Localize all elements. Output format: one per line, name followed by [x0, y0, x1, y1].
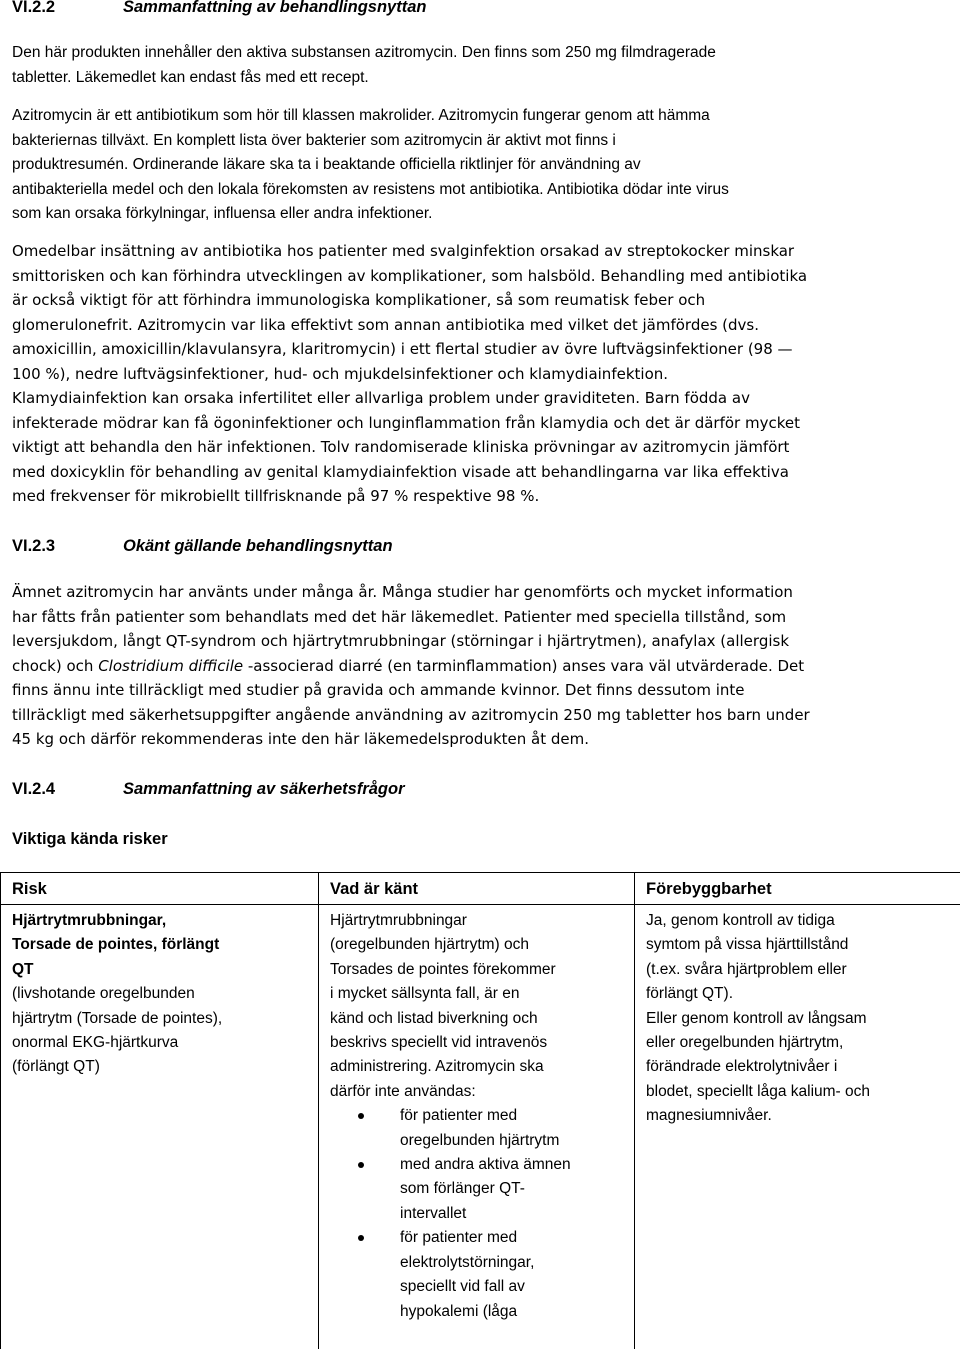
prevention-cell — [635, 905, 960, 1349]
text-line: som kan orsaka förkylningar, influensa eller andra infektioner. — [12, 202, 947, 227]
column-header: Vad är känt — [319, 873, 635, 905]
text-line: förändrade elektrolytnivåer i — [646, 1055, 949, 1079]
text-line: infekterade mödrar kan få ögoninfektioner och lunginflammation från klamydia och det är därför mycket — [12, 411, 947, 436]
text-line: förlängt QT). — [646, 982, 949, 1006]
text-line: som förlänger QT- — [400, 1177, 623, 1201]
text-line: med frekvenser för mikrobiellt tillfrisknande på 97 % respektive 98 %. — [12, 484, 947, 509]
text-line: (oregelbunden hjärtrytm) och — [330, 933, 623, 957]
risk-cell — [1, 905, 319, 1349]
risk-name-line: Hjärtrytmrubbningar, — [12, 909, 307, 933]
known-cell — [319, 905, 635, 1349]
text-line: Torsades de pointes förekommer — [330, 958, 623, 982]
paragraph — [12, 104, 947, 227]
text-line: oregelbunden hjärtrytm — [400, 1129, 623, 1153]
text-line: produktresumén. Ordinerande läkare ska ta i beaktande officiella riktlinjer för användning av — [12, 153, 947, 178]
text-line: Hjärtrytmrubbningar — [330, 909, 623, 933]
text-run: chock) och — [12, 657, 98, 675]
section-title: Okänt gällande behandlingsnyttan — [123, 536, 393, 556]
list-item — [330, 1226, 623, 1324]
risk-desc-line: onormal EKG-hjärtkurva — [12, 1031, 307, 1055]
text-line: med doxicyklin för behandling av genital klamydiainfektion visade att behandlingarna var lika effektiva — [12, 460, 947, 485]
text-line: har fåtts från patienter som behandlats med det här läkemedlet. Patienter med speciella tillstånd, som — [12, 605, 947, 630]
text-line: i mycket sällsynta fall, är en — [330, 982, 623, 1006]
risk-desc-line: (livshotande oregelbunden — [12, 982, 307, 1006]
risk-name-line: Torsade de pointes, förlängt — [12, 933, 307, 957]
column-header: Risk — [1, 873, 319, 905]
text-line: eller oregelbunden hjärtrytm, — [646, 1031, 949, 1055]
list-item — [330, 1153, 623, 1226]
text-line: bakteriernas tillväxt. En komplett lista över bakterier som azitromycin är aktivt mot finns i — [12, 129, 947, 154]
text-line: leversjukdom, långt QT-syndrom och hjärtrytmrubbningar (störningar i hjärtrytmen), anafylax (allergisk — [12, 629, 947, 654]
text-line: (t.ex. svåra hjärtproblem eller — [646, 958, 949, 982]
text-line: blodet, speciellt låga kalium- och — [646, 1080, 949, 1104]
section-title: Sammanfattning av behandlingsnyttan — [123, 0, 426, 17]
text-line: beskrivs speciellt vid intravenös — [330, 1031, 623, 1055]
text-line: Den här produkten innehåller den aktiva substansen azitromycin. Den finns som 250 mg filmdragerade — [12, 41, 947, 66]
text-line: administrering. Azitromycin ska — [330, 1055, 623, 1079]
bullet-icon — [358, 1235, 364, 1241]
text-line: för patienter med — [400, 1226, 623, 1250]
text-line: Eller genom kontroll av långsam — [646, 1007, 949, 1031]
section-title: Sammanfattning av säkerhetsfrågor — [123, 779, 405, 799]
text-line: glomerulonefrit. Azitromycin var lika effektivt som annan antibiotika med vilket det jämfördes (dvs. — [12, 313, 947, 338]
text-line: hypokalemi (låga — [400, 1300, 623, 1324]
text-line: Ja, genom kontroll av tidiga — [646, 909, 949, 933]
section-number: VI.2.2 — [12, 0, 55, 17]
text-line: antibakteriella medel och den lokala förekomsten av resistens mot antibiotika. Antibiotika dödar inte virus — [12, 178, 947, 203]
text-line — [12, 654, 947, 679]
table-row — [1, 905, 960, 1349]
risk-desc-line: hjärtrytm (Torsade de pointes), — [12, 1007, 307, 1031]
paragraph — [12, 41, 947, 90]
text-line: magnesiumnivåer. — [646, 1104, 949, 1128]
text-line: elektrolytstörningar, — [400, 1251, 623, 1275]
section-number: VI.2.3 — [12, 536, 55, 556]
text-line: intervallet — [400, 1202, 623, 1226]
paragraph — [12, 239, 947, 509]
text-line: symtom på vissa hjärttillstånd — [646, 933, 949, 957]
text-line: 45 kg och därför rekommenderas inte den här läkemedelsprodukten åt dem. — [12, 727, 947, 752]
paragraph — [12, 580, 947, 752]
section-heading — [12, 779, 912, 799]
text-run: -associerad diarré (en tarminflammation) anses vara väl utvärderade. Det — [243, 657, 804, 675]
table-header-row — [1, 873, 960, 905]
bullet-icon — [358, 1113, 364, 1119]
text-line: Klamydiainfektion kan orsaka infertilitet eller allvarliga problem under graviditeten. Barn födda av — [12, 386, 947, 411]
text-line: Ämnet azitromycin har använts under många år. Många studier har genomförts och mycket information — [12, 580, 947, 605]
text-line: Omedelbar insättning av antibiotika hos patienter med svalginfektion orsakad av streptokocker minskar — [12, 239, 947, 264]
text-line: med andra aktiva ämnen — [400, 1153, 623, 1177]
bullet-icon — [358, 1162, 364, 1168]
text-line: Azitromycin är ett antibiotikum som hör till klassen makrolider. Azitromycin fungerar genom att hämma — [12, 104, 947, 129]
text-line: är också viktigt för att förhindra immunologiska komplikationer, så som reumatisk feber och — [12, 288, 947, 313]
text-line: tabletter. Läkemedlet kan endast fås med ett recept. — [12, 66, 947, 91]
section-number: VI.2.4 — [12, 779, 55, 799]
text-line: känd och listad biverkning och — [330, 1007, 623, 1031]
text-line: därför inte användas: — [330, 1080, 623, 1104]
text-line: 100 %), nedre luftvägsinfektioner, hud- och mjukdelsinfektioner och klamydiainfektion. — [12, 362, 947, 387]
text-line: viktigt att behandla den här infektionen. Tolv randomiserade kliniska prövningar av azitromycin jämfört — [12, 435, 947, 460]
risk-name-line: QT — [12, 958, 307, 982]
text-line: amoxicillin, amoxicillin/klavulansyra, klaritromycin) i ett flertal studier av övre luftvägsinfektioner (98 — — [12, 337, 947, 362]
list-item — [330, 1104, 623, 1153]
risk-desc-line: (förlängt QT) — [12, 1055, 307, 1079]
text-line: tillräckligt med säkerhetsuppgifter angående användning av azitromycin 250 mg tabletter hos barn under — [12, 703, 947, 728]
section-heading — [12, 536, 912, 556]
text-line: finns ännu inte tillräckligt med studier på gravida och ammande kvinnor. Det finns dessutom inte — [12, 678, 947, 703]
text-line: smittorisken och kan förhindra utvecklingen av komplikationer, som halsböld. Behandling med antibiotika — [12, 264, 947, 289]
subsection-title: Viktiga kända risker — [12, 830, 168, 849]
section-heading — [12, 0, 912, 17]
text-line: speciellt vid fall av — [400, 1275, 623, 1299]
bullet-list — [330, 1104, 623, 1324]
text-line: för patienter med — [400, 1104, 623, 1128]
column-header: Förebyggbarhet — [635, 873, 960, 905]
risk-table — [0, 872, 960, 1349]
organism-name: Clostridium difficile — [98, 657, 243, 675]
